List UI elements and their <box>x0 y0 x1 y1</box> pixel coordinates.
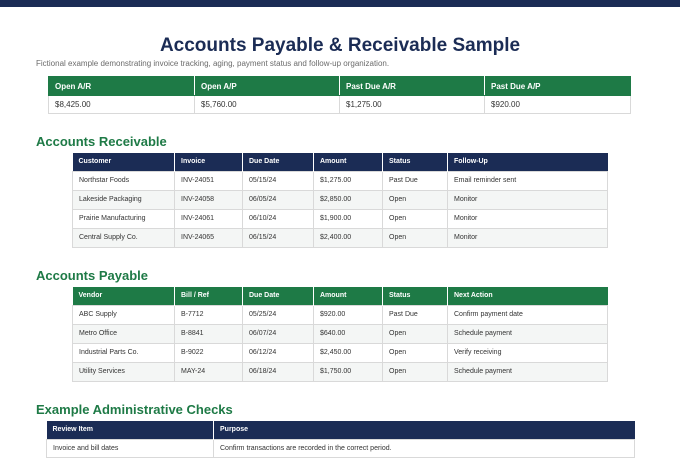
cell-due-date: 05/15/24 <box>243 171 314 190</box>
cell-amount: $920.00 <box>314 305 383 324</box>
cell-status: Past Due <box>383 171 448 190</box>
cell-next-action: Verify receiving <box>448 343 608 362</box>
cell-invoice: INV-24065 <box>175 228 243 247</box>
cell-status: Open <box>383 209 448 228</box>
receivable-table <box>72 153 608 248</box>
payable-header-vendor: Vendor <box>73 287 175 305</box>
cell-status: Open <box>383 228 448 247</box>
table-row <box>47 439 635 457</box>
receivable-header-amount: Amount <box>314 153 383 171</box>
cell-follow-up: Monitor <box>448 190 608 209</box>
summary-value-row <box>49 96 631 114</box>
checks-header-row <box>47 421 635 439</box>
cell-customer: Prairie Manufacturing <box>73 209 175 228</box>
summary-value-open-ar: $8,425.00 <box>49 96 195 114</box>
receivable-header-due-date: Due Date <box>243 153 314 171</box>
cell-next-action: Schedule payment <box>448 362 608 381</box>
cell-invoice: INV-24051 <box>175 171 243 190</box>
cell-status: Open <box>383 324 448 343</box>
table-row <box>73 190 608 209</box>
summary-header-open-ar: Open A/R <box>49 77 195 96</box>
cell-amount: $2,450.00 <box>314 343 383 362</box>
cell-status: Open <box>383 362 448 381</box>
payable-header-status: Status <box>383 287 448 305</box>
table-row <box>73 171 608 190</box>
receivable-header-follow-up: Follow-Up <box>448 153 608 171</box>
payable-table <box>72 287 608 382</box>
summary-header-row <box>49 77 631 96</box>
checks-header-purpose: Purpose <box>214 421 635 439</box>
cell-amount: $1,275.00 <box>314 171 383 190</box>
table-row <box>73 362 608 381</box>
page-title: Accounts Payable & Receivable Sample <box>159 35 521 56</box>
cell-status: Past Due <box>383 305 448 324</box>
checks-table <box>46 421 635 458</box>
summary-header-past-due-ar: Past Due A/R <box>340 77 485 96</box>
table-row <box>73 343 608 362</box>
payable-header-row <box>73 287 608 305</box>
cell-vendor: ABC Supply <box>73 305 175 324</box>
top-accent-bar <box>0 0 680 7</box>
cell-amount: $1,750.00 <box>314 362 383 381</box>
cell-vendor: Metro Office <box>73 324 175 343</box>
cell-due-date: 06/07/24 <box>243 324 314 343</box>
cell-amount: $2,400.00 <box>314 228 383 247</box>
summary-header-past-due-ap: Past Due A/P <box>485 77 631 96</box>
cell-amount: $640.00 <box>314 324 383 343</box>
cell-review-item: Invoice and bill dates <box>47 439 214 457</box>
summary-table <box>48 76 631 114</box>
cell-follow-up: Monitor <box>448 209 608 228</box>
checks-header-review-item: Review Item <box>47 421 214 439</box>
cell-vendor: Utility Services <box>73 362 175 381</box>
payable-header-due-date: Due Date <box>243 287 314 305</box>
summary-value-past-due-ap: $920.00 <box>485 96 631 114</box>
cell-follow-up: Email reminder sent <box>448 171 608 190</box>
table-row <box>73 209 608 228</box>
table-row <box>73 324 608 343</box>
cell-bill-ref: B-9022 <box>175 343 243 362</box>
summary-value-open-ap: $5,760.00 <box>195 96 340 114</box>
summary-header-open-ap: Open A/P <box>195 77 340 96</box>
checks-heading: Example Administrative Checks <box>36 402 233 417</box>
receivable-header-status: Status <box>383 153 448 171</box>
cell-amount: $1,900.00 <box>314 209 383 228</box>
cell-status: Open <box>383 343 448 362</box>
cell-bill-ref: B-8841 <box>175 324 243 343</box>
cell-due-date: 06/10/24 <box>243 209 314 228</box>
cell-follow-up: Monitor <box>448 228 608 247</box>
cell-next-action: Schedule payment <box>448 324 608 343</box>
table-row <box>73 228 608 247</box>
payable-heading: Accounts Payable <box>36 268 148 283</box>
cell-bill-ref: MAY-24 <box>175 362 243 381</box>
receivable-header-row <box>73 153 608 171</box>
payable-header-bill-ref: Bill / Ref <box>175 287 243 305</box>
cell-invoice: INV-24058 <box>175 190 243 209</box>
payable-header-next-action: Next Action <box>448 287 608 305</box>
cell-status: Open <box>383 190 448 209</box>
page-subtitle: Fictional example demonstrating invoice tracking, aging, payment status and follow-up organization. <box>36 59 390 68</box>
cell-purpose: Confirm transactions are recorded in the correct period. <box>214 439 635 457</box>
receivable-heading: Accounts Receivable <box>36 134 167 149</box>
cell-bill-ref: B-7712 <box>175 305 243 324</box>
summary-value-past-due-ar: $1,275.00 <box>340 96 485 114</box>
table-row <box>73 305 608 324</box>
cell-customer: Central Supply Co. <box>73 228 175 247</box>
cell-customer: Northstar Foods <box>73 171 175 190</box>
cell-due-date: 06/18/24 <box>243 362 314 381</box>
payable-header-amount: Amount <box>314 287 383 305</box>
cell-due-date: 05/25/24 <box>243 305 314 324</box>
cell-vendor: Industrial Parts Co. <box>73 343 175 362</box>
cell-due-date: 06/12/24 <box>243 343 314 362</box>
cell-due-date: 06/15/24 <box>243 228 314 247</box>
cell-next-action: Confirm payment date <box>448 305 608 324</box>
cell-amount: $2,850.00 <box>314 190 383 209</box>
cell-invoice: INV-24061 <box>175 209 243 228</box>
receivable-header-invoice: Invoice <box>175 153 243 171</box>
cell-customer: Lakeside Packaging <box>73 190 175 209</box>
cell-due-date: 06/05/24 <box>243 190 314 209</box>
receivable-header-customer: Customer <box>73 153 175 171</box>
